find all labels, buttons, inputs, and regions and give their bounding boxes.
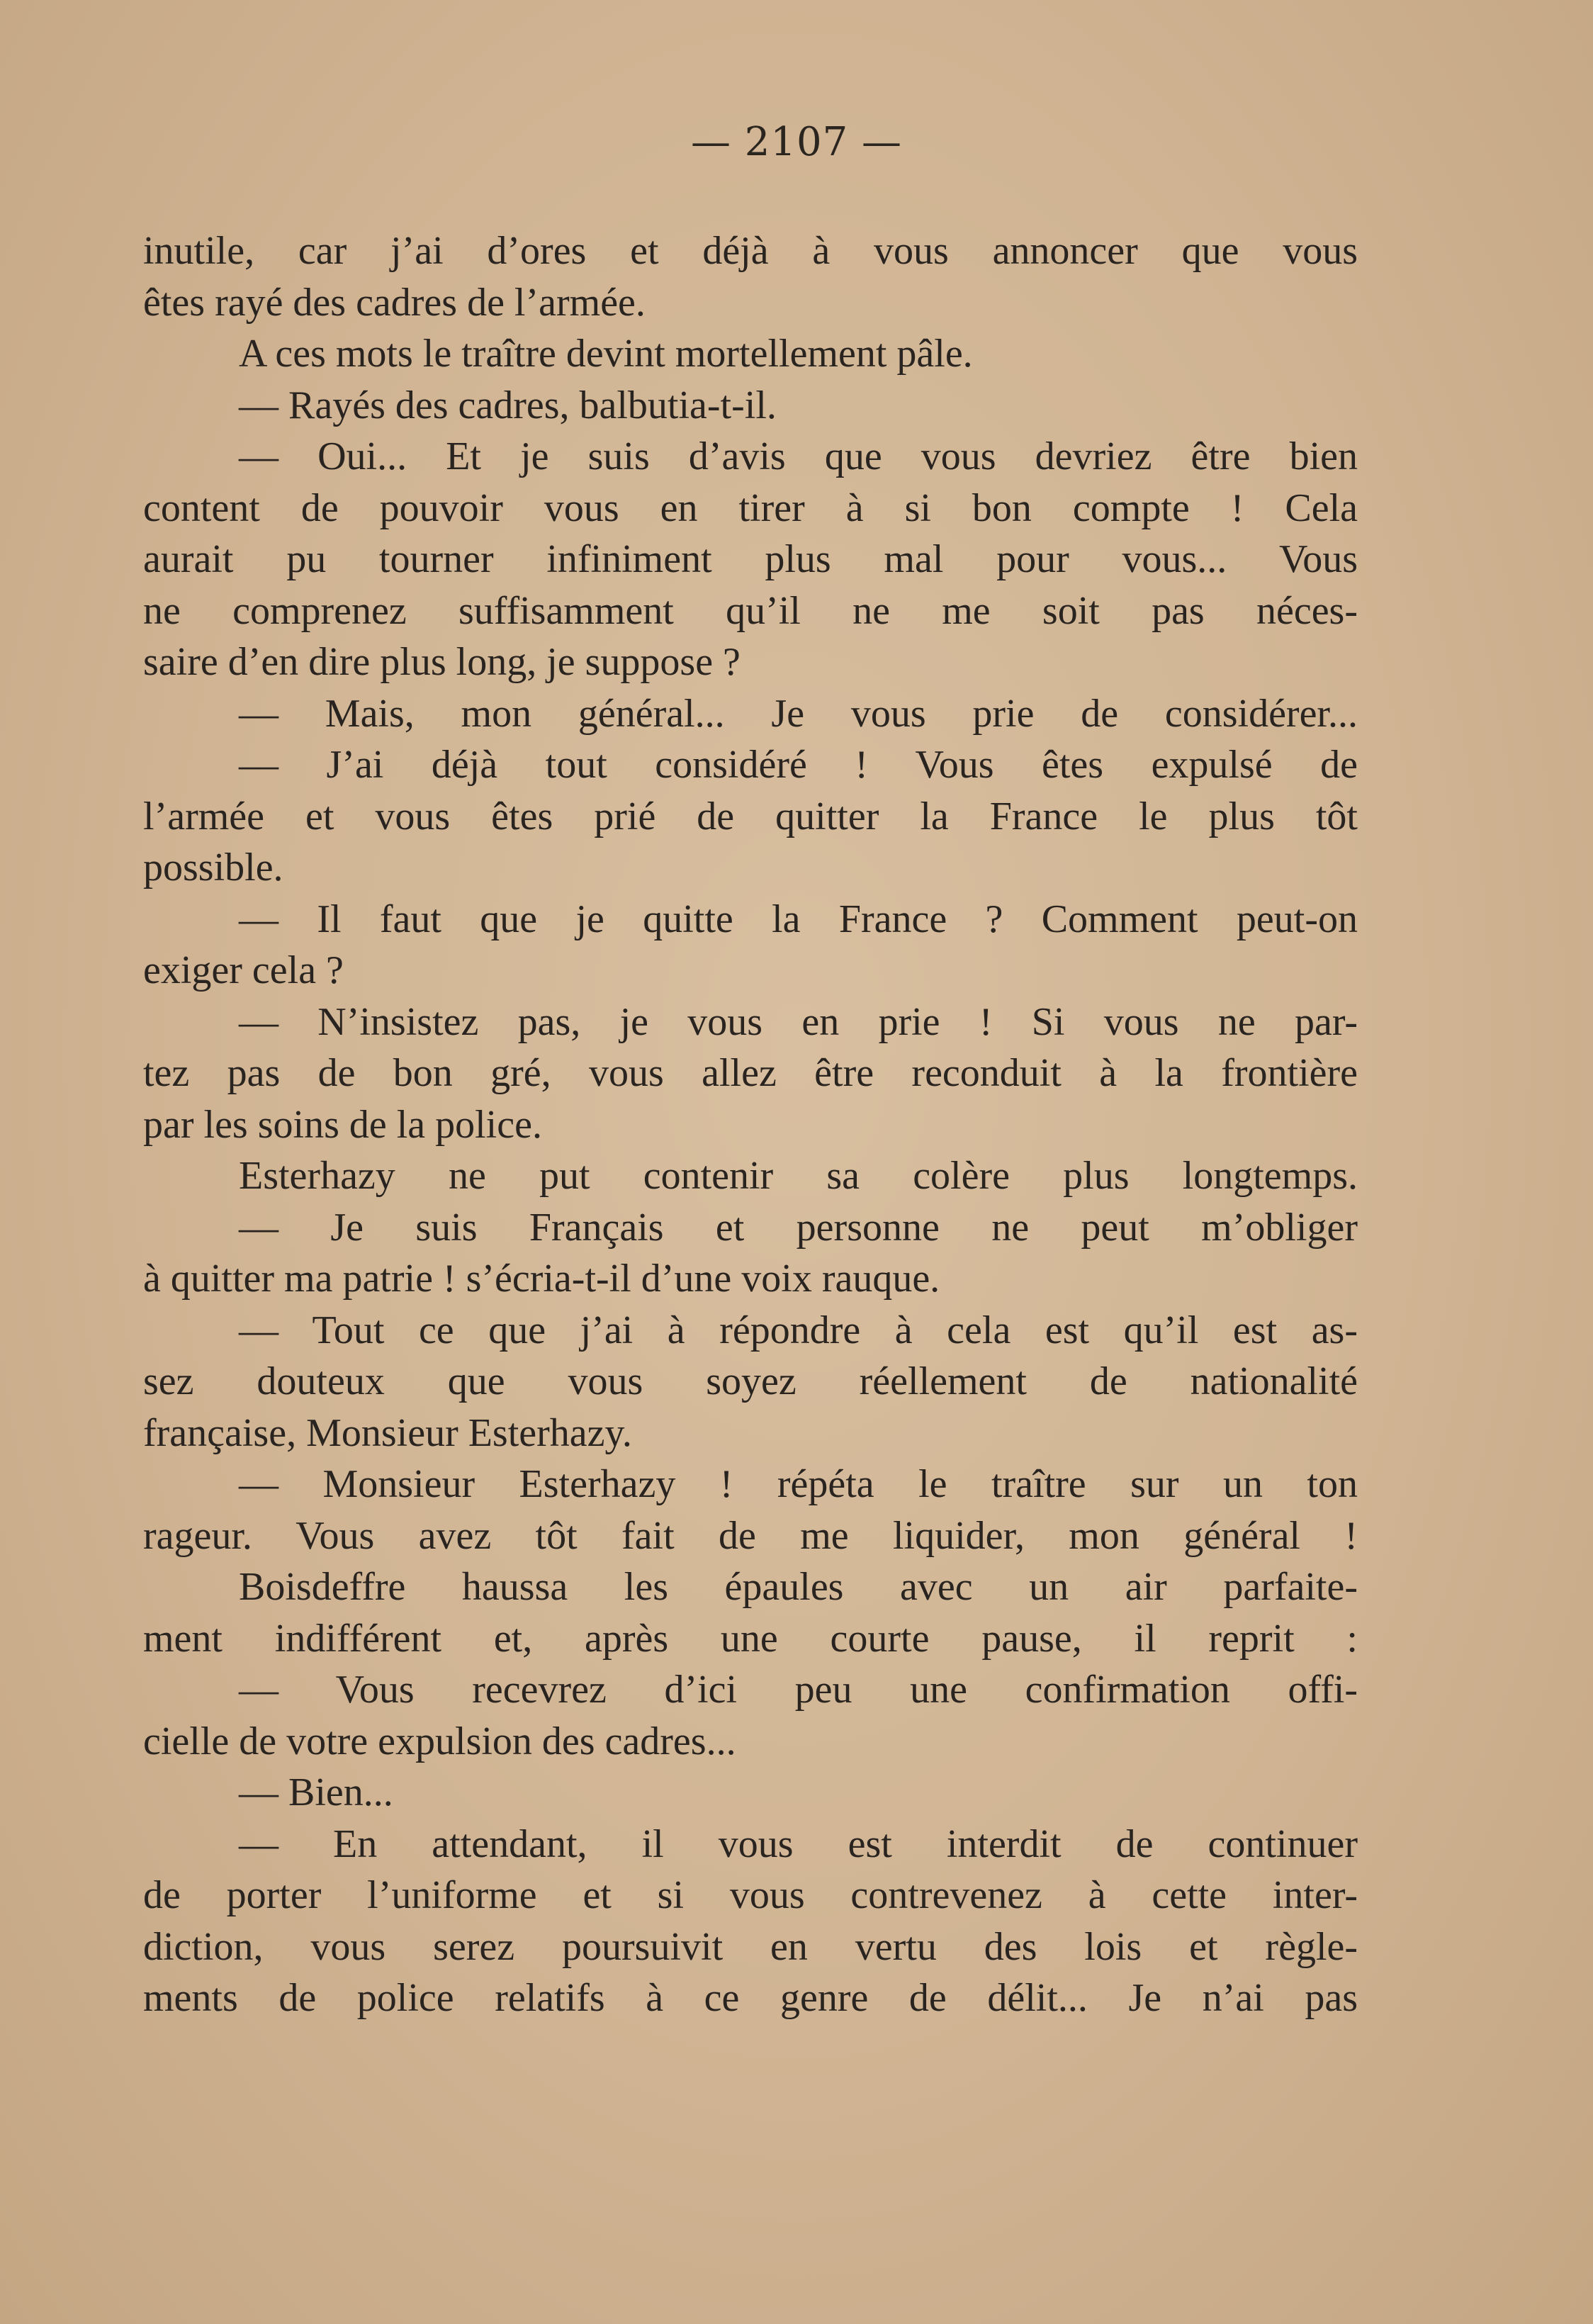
text-line: inutile, car j’ai d’ores et déjà à vous annoncer que vous (143, 229, 1358, 273)
text-line: cielle de votre expulsion des cadres... (143, 1719, 736, 1763)
text-line: — Il faut que je quitte la France ? Comment peut-on (239, 897, 1358, 941)
text-line: tez pas de bon gré, vous allez être reconduit à la frontière (143, 1051, 1358, 1095)
text-line: rageur. Vous avez tôt fait de me liquider, mon général ! (143, 1513, 1358, 1558)
body-text (143, 225, 1358, 2024)
text-line: A ces mots le traître devint mortellement pâle. (239, 332, 973, 376)
text-line: de porter l’uniforme et si vous contrevenez à cette inter- (143, 1873, 1358, 1917)
text-line: l’armée et vous êtes prié de quitter la France le plus tôt (143, 794, 1358, 838)
text-line: Esterhazy ne put contenir sa colère plus longtemps. (239, 1154, 1358, 1198)
text-line: êtes rayé des cadres de l’armée. (143, 280, 646, 325)
text-line: Boisdeffre haussa les épaules avec un air parfaite- (239, 1565, 1358, 1609)
text-line: ment indifférent et, après une courte pause, il reprit : (143, 1616, 1358, 1661)
text-line: par les soins de la police. (143, 1102, 542, 1147)
text-line: content de pouvoir vous en tirer à si bon compte ! Cela (143, 485, 1358, 530)
text-line: sez douteux que vous soyez réellement de nationalité (143, 1359, 1358, 1403)
page-number: — 2107 — (690, 119, 903, 165)
text-line: — Oui... Et je suis d’avis que vous devriez être bien (239, 434, 1358, 478)
text-line: aurait pu tourner infiniment plus mal pour vous... Vous (143, 537, 1358, 581)
text-line: ne comprenez suffisamment qu’il ne me soit pas néces- (143, 588, 1358, 633)
text-line: possible. (143, 846, 283, 889)
text-line: exiger cela ? (143, 948, 344, 992)
text-line: — Mais, mon général... Je vous prie de considérer... (239, 691, 1358, 736)
text-line: ments de police relatifs à ce genre de délit... Je n’ai pas (143, 1976, 1358, 2020)
text-line: — Tout ce que j’ai à répondre à cela est qu’il est as- (239, 1308, 1358, 1352)
text-line: française, Monsieur Esterhazy. (143, 1410, 632, 1455)
text-line: à quitter ma patrie ! s’écria-t-il d’une voix rauque. (143, 1257, 940, 1301)
text-line: — Vous recevrez d’ici peu une confirmation offi- (239, 1668, 1358, 1712)
text-line: — N’insistez pas, je vous en prie ! Si vous ne par- (239, 999, 1358, 1044)
text-line: — Rayés des cadres, balbutia-t-il. (239, 383, 777, 427)
text-line: — Monsieur Esterhazy ! répéta le traître sur un ton (239, 1462, 1358, 1506)
text-line: — J’ai déjà tout considéré ! Vous êtes expulsé de (239, 743, 1358, 787)
text-line: — Bien... (239, 1770, 393, 1814)
text-line: diction, vous serez poursuivit en vertu des lois et règle- (143, 1924, 1358, 1969)
text-line: saire d’en dire plus long, je suppose ? (143, 640, 741, 684)
text-line: — Je suis Français et personne ne peut m’obliger (239, 1205, 1358, 1250)
text-line: — En attendant, il vous est interdit de continuer (239, 1821, 1358, 1866)
